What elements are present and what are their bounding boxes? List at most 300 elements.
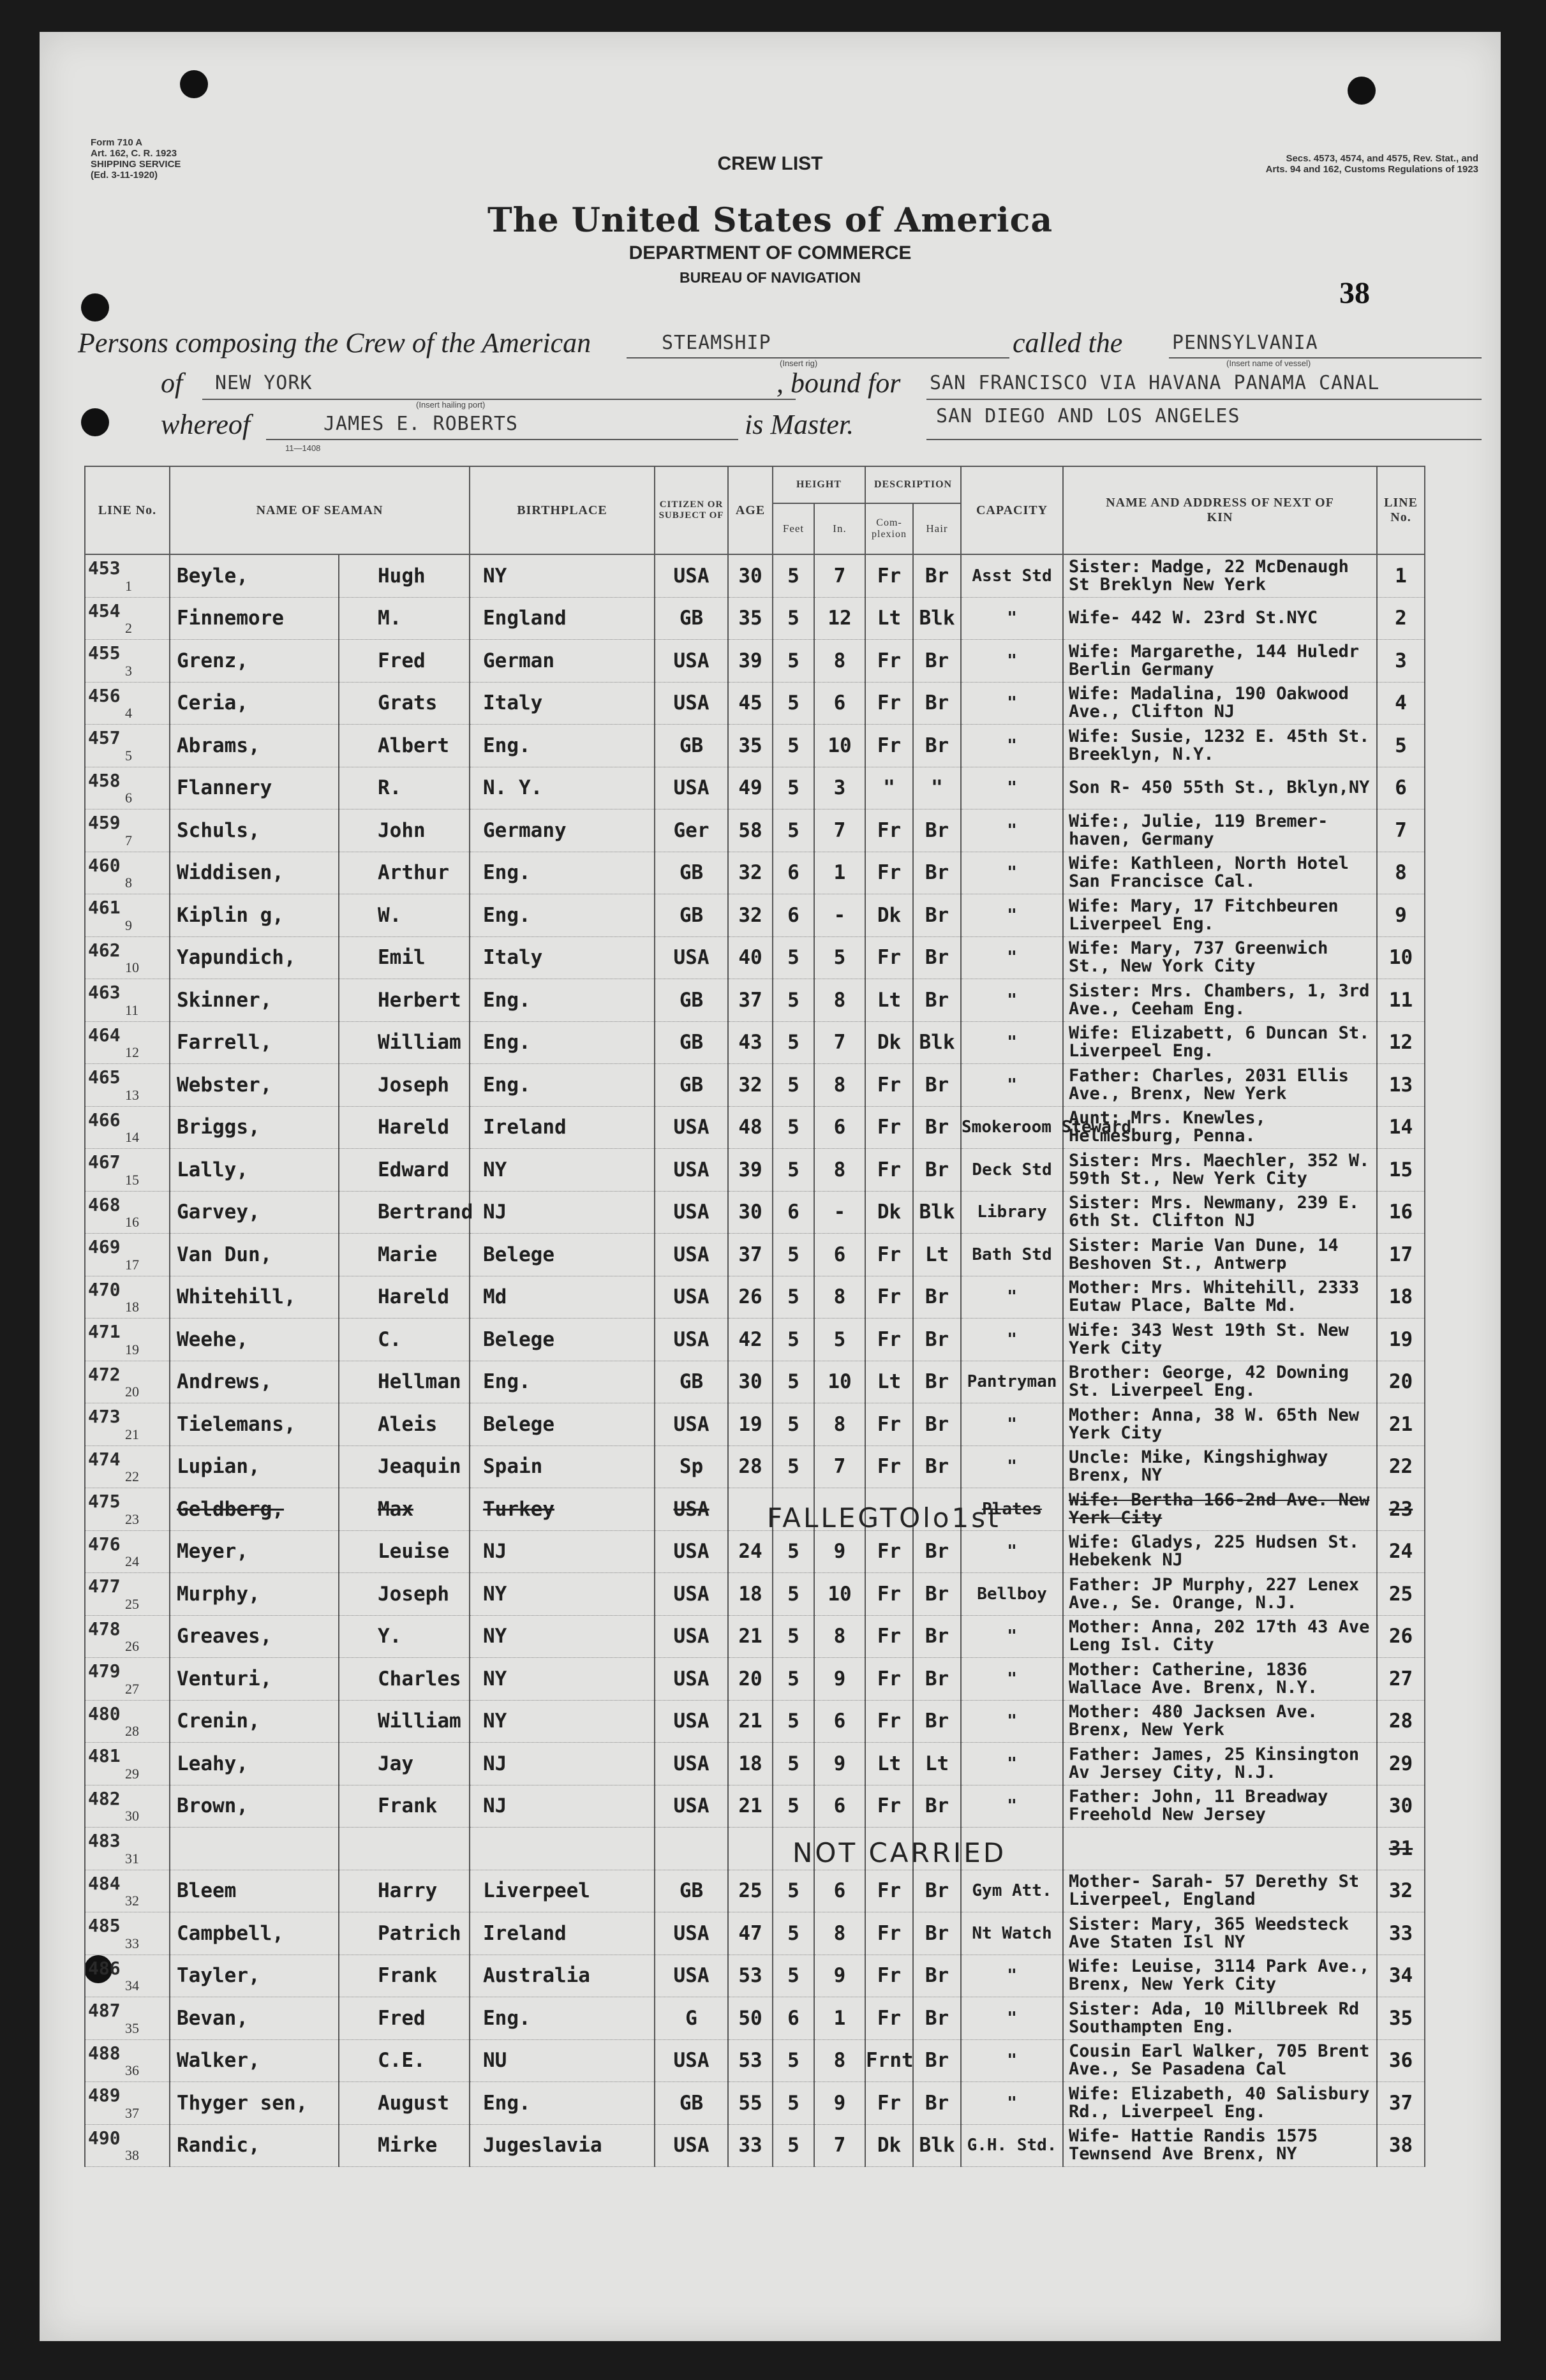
cell-comp: Dk: [865, 1021, 913, 1064]
col-hair: Hair: [913, 503, 961, 554]
cell-ft: 5: [773, 1403, 814, 1446]
master-underline: [266, 439, 738, 440]
table-row: [85, 809, 1425, 852]
cell-kin: Sister: Ada, 10 Millbreek Rd Southampten Eng.: [1063, 1997, 1377, 2040]
line-number-right: 38: [1377, 2124, 1425, 2167]
line-number-right: 24: [1377, 1530, 1425, 1573]
cell-kin: Wife- Hattie Randis 1575 Tewnsend Ave Brenx, NY: [1063, 2124, 1377, 2167]
crew-stamp-number: 469: [88, 1236, 121, 1257]
cell-kin: Sister: Mrs. Maechler, 352 W. 59th St., New Yerk City: [1063, 1149, 1377, 1192]
crew-stamp-number: 457: [88, 727, 121, 748]
cell-citizen: USA: [655, 767, 728, 809]
row-23-annotation: FALLEGTOlo1st: [767, 1502, 1001, 1534]
cell-age: 45: [728, 682, 773, 725]
destination-value-1: SAN FRANCISCO VIA HAVANA PANAMA CANAL: [930, 372, 1380, 394]
line-number: 5: [125, 747, 132, 764]
line-number-cell: [85, 1361, 170, 1403]
cell-kin: Wife: Leuise, 3114 Park Ave., Brenx, New Yerk City: [1063, 1955, 1377, 1997]
cell-birthplace: Australia: [470, 1955, 655, 1997]
line-number: 16: [125, 1214, 139, 1230]
print-code: 11—1408: [285, 443, 321, 453]
cell-given: Frank: [339, 1785, 470, 1828]
crew-stamp-number: 484: [88, 1872, 121, 1894]
line-number-right: 26: [1377, 1615, 1425, 1658]
cell-capacity: ": [961, 936, 1063, 979]
table-row: [85, 979, 1425, 1022]
cell-birthplace: NY: [470, 1573, 655, 1616]
crew-stamp-number: 468: [88, 1194, 121, 1215]
line-number: 12: [125, 1044, 139, 1060]
cell-kin: Mother: Anna, 38 W. 65th New Yerk City: [1063, 1403, 1377, 1446]
cell-surname: [170, 1828, 339, 1870]
cell-ft: 6: [773, 1997, 814, 2040]
line-number-right: 7: [1377, 809, 1425, 852]
cell-citizen: USA: [655, 1785, 728, 1828]
cell-surname: Murphy,: [170, 1573, 339, 1616]
form-service: SHIPPING SERVICE: [91, 159, 181, 170]
cell-comp: Fr: [865, 1615, 913, 1658]
col-inches: In.: [814, 503, 865, 554]
cell-ft: 5: [773, 640, 814, 683]
line-number-cell: [85, 1319, 170, 1361]
cell-comp: Fr: [865, 725, 913, 767]
cell-age: 55: [728, 2082, 773, 2125]
cell-given: Bertrand: [339, 1191, 470, 1234]
line-number: 36: [125, 2062, 139, 2078]
cell-kin: Sister: Mrs. Newmany, 239 E. 6th St. Clifton NJ: [1063, 1191, 1377, 1234]
line-number-cell: [85, 852, 170, 894]
line-number: 35: [125, 2020, 139, 2036]
line-number: 25: [125, 1595, 139, 1612]
cell-birthplace: N. Y.: [470, 767, 655, 809]
vessel-hint: (Insert name of vessel): [1226, 358, 1311, 368]
cell-given: John: [339, 809, 470, 852]
cell-age: 30: [728, 1361, 773, 1403]
line-number-right: 17: [1377, 1234, 1425, 1276]
table-row: [85, 1445, 1425, 1488]
line-number-cell: [85, 597, 170, 640]
cell-surname: Lally,: [170, 1149, 339, 1192]
line-number: 18: [125, 1299, 139, 1315]
crew-stamp-number: 466: [88, 1109, 121, 1130]
cell-capacity: ": [961, 1700, 1063, 1743]
cell-hair: Br: [913, 936, 961, 979]
cell-in: 6: [814, 1870, 865, 1912]
table-row: [85, 767, 1425, 809]
cell-capacity: ": [961, 1743, 1063, 1785]
table-row: [85, 1700, 1425, 1743]
table-row: [85, 1488, 1425, 1531]
cell-age: 24: [728, 1530, 773, 1573]
cell-comp: Fr: [865, 1785, 913, 1828]
cell-given: Arthur: [339, 852, 470, 894]
cell-hair: Br: [913, 1785, 961, 1828]
cell-capacity: ": [961, 725, 1063, 767]
cell-hair: Blk: [913, 597, 961, 640]
table-row: [85, 1743, 1425, 1785]
cell-ft: 5: [773, 1064, 814, 1107]
table-row: [85, 1106, 1425, 1149]
cell-hair: Br: [913, 1870, 961, 1912]
called-label: called the: [1013, 327, 1123, 358]
cell-surname: Tielemans,: [170, 1403, 339, 1446]
line-number: 38: [125, 2147, 139, 2163]
crew-stamp-number: 455: [88, 642, 121, 663]
cell-hair: Lt: [913, 1234, 961, 1276]
cell-capacity: Bellboy: [961, 1573, 1063, 1616]
table-row: [85, 1785, 1425, 1828]
cell-in: 8: [814, 1064, 865, 1107]
cell-birthplace: Eng.: [470, 1997, 655, 2040]
cell-capacity: ": [961, 852, 1063, 894]
cell-age: 39: [728, 640, 773, 683]
col-age: AGE: [728, 466, 773, 554]
cell-age: 58: [728, 809, 773, 852]
line-number-cell: [85, 1743, 170, 1785]
cell-comp: Fr: [865, 2082, 913, 2125]
cell-capacity: Smokeroom Steward: [961, 1106, 1063, 1149]
cell-age: 35: [728, 597, 773, 640]
line-number: 32: [125, 1893, 139, 1909]
cell-surname: Leahy,: [170, 1743, 339, 1785]
cell-kin: Sister: Madge, 22 McDenaugh St Breklyn New Yerk: [1063, 554, 1377, 597]
cell-given: Marie: [339, 1234, 470, 1276]
cell-birthplace: Eng.: [470, 725, 655, 767]
line-number: 27: [125, 1680, 139, 1697]
cell-given: Jeaquin: [339, 1445, 470, 1488]
table-row: [85, 1361, 1425, 1403]
line-number: 14: [125, 1129, 139, 1145]
cell-in: 8: [814, 1615, 865, 1658]
crew-stamp-number: 479: [88, 1660, 121, 1682]
cell-comp: Fr: [865, 640, 913, 683]
cell-kin: Father: James, 25 Kinsington Av Jersey City, N.J.: [1063, 1743, 1377, 1785]
cell-in: 8: [814, 979, 865, 1022]
cell-surname: Finnemore: [170, 597, 339, 640]
port-underline: [202, 399, 796, 400]
line-number-right: 37: [1377, 2082, 1425, 2125]
master-label: is Master.: [745, 409, 854, 440]
cell-birthplace: Ireland: [470, 1106, 655, 1149]
crew-table: [84, 466, 1425, 2167]
cell-hair: Br: [913, 852, 961, 894]
cell-kin: [1063, 1828, 1377, 1870]
cell-in: 5: [814, 936, 865, 979]
cell-capacity: ": [961, 1955, 1063, 1997]
crew-stamp-number: 471: [88, 1321, 121, 1342]
cell-ft: 5: [773, 1361, 814, 1403]
line-number: 23: [125, 1511, 139, 1527]
cell-in: 10: [814, 725, 865, 767]
line-number: 20: [125, 1384, 139, 1400]
line-number-right: 25: [1377, 1573, 1425, 1616]
cell-given: Mirke: [339, 2124, 470, 2167]
cell-birthplace: Eng.: [470, 1064, 655, 1107]
line-number-right: 34: [1377, 1955, 1425, 1997]
crew-stamp-number: 461: [88, 897, 121, 918]
line-number-right: 18: [1377, 1276, 1425, 1319]
cell-citizen: USA: [655, 936, 728, 979]
cell-capacity: ": [961, 1997, 1063, 2040]
cell-age: 49: [728, 767, 773, 809]
cell-kin: Wife: Mary, 737 Greenwich St., New York City: [1063, 936, 1377, 979]
cell-birthplace: Jugeslavia: [470, 2124, 655, 2167]
crew-stamp-number: 454: [88, 600, 121, 621]
cell-birthplace: Belege: [470, 1403, 655, 1446]
cell-capacity: ": [961, 1785, 1063, 1828]
cell-surname: Meyer,: [170, 1530, 339, 1573]
cell-citizen: USA: [655, 1658, 728, 1701]
table-row: [85, 1828, 1425, 1870]
cell-hair: Br: [913, 1615, 961, 1658]
cell-in: 6: [814, 1700, 865, 1743]
cell-citizen: GB: [655, 1064, 728, 1107]
cell-citizen: USA: [655, 1106, 728, 1149]
cell-in: 12: [814, 597, 865, 640]
line-number-cell: [85, 682, 170, 725]
cell-birthplace: NU: [470, 2039, 655, 2082]
cell-in: -: [814, 894, 865, 937]
line-number: 34: [125, 1977, 139, 1993]
cell-given: Jay: [339, 1743, 470, 1785]
cell-in: 1: [814, 852, 865, 894]
line-number-right: 4: [1377, 682, 1425, 725]
line-number-right: 20: [1377, 1361, 1425, 1403]
cell-hair: Blk: [913, 1021, 961, 1064]
cell-age: 43: [728, 1021, 773, 1064]
rig-hint: (Insert rig): [780, 358, 818, 368]
cell-given: Herbert: [339, 979, 470, 1022]
cell-hair: Br: [913, 1997, 961, 2040]
cell-comp: Fr: [865, 1403, 913, 1446]
cell-kin: Father: Charles, 2031 Ellis Ave., Brenx, New Yerk: [1063, 1064, 1377, 1107]
cell-in: 10: [814, 1361, 865, 1403]
cell-given: Fred: [339, 1997, 470, 2040]
cell-given: Joseph: [339, 1064, 470, 1107]
line-number-cell: [85, 979, 170, 1022]
cell-surname: Grenz,: [170, 640, 339, 683]
cell-birthplace: Belege: [470, 1319, 655, 1361]
line-number-right: 21: [1377, 1403, 1425, 1446]
cell-comp: Lt: [865, 597, 913, 640]
cell-comp: Fr: [865, 809, 913, 852]
table-row: [85, 936, 1425, 979]
cell-comp: Fr: [865, 1573, 913, 1616]
cell-capacity: ": [961, 1064, 1063, 1107]
table-row: [85, 1955, 1425, 1997]
crew-stamp-number: 453: [88, 558, 121, 579]
cell-hair: Br: [913, 640, 961, 683]
cell-given: R.: [339, 767, 470, 809]
line-number-cell: [85, 2039, 170, 2082]
cell-kin: Aunt: Mrs. Knewles, Helmesburg, Penna.: [1063, 1106, 1377, 1149]
rig-underline: [627, 357, 1009, 358]
cell-comp: Dk: [865, 1191, 913, 1234]
cell-comp: Fr: [865, 682, 913, 725]
whereof-label: whereof: [161, 409, 251, 440]
cell-citizen: USA: [655, 1403, 728, 1446]
cell-in: 6: [814, 1234, 865, 1276]
cell-capacity: ": [961, 682, 1063, 725]
cell-age: 35: [728, 725, 773, 767]
crew-stamp-number: 470: [88, 1278, 121, 1300]
table-row: [85, 1530, 1425, 1573]
line-number-cell: [85, 1573, 170, 1616]
cell-ft: 5: [773, 682, 814, 725]
line-number: 24: [125, 1553, 139, 1569]
cell-in: 7: [814, 2124, 865, 2167]
table-row: [85, 1191, 1425, 1234]
cell-hair: ": [913, 767, 961, 809]
cell-ft: 5: [773, 1870, 814, 1912]
line-number: 1: [125, 577, 132, 594]
cell-given: Grats: [339, 682, 470, 725]
cell-ft: 5: [773, 597, 814, 640]
cell-birthplace: NY: [470, 1615, 655, 1658]
cell-capacity: Bath Std: [961, 1234, 1063, 1276]
line-number: 15: [125, 1171, 139, 1188]
cell-kin: Mother: Catherine, 1836 Wallace Ave. Brenx, N.Y.: [1063, 1658, 1377, 1701]
cell-age: 50: [728, 1997, 773, 2040]
cell-ft: 5: [773, 1021, 814, 1064]
line-number: 10: [125, 959, 139, 975]
line-number-cell: [85, 725, 170, 767]
cell-ft: 5: [773, 979, 814, 1022]
cell-given: Hareld: [339, 1106, 470, 1149]
cell-surname: Farrell,: [170, 1021, 339, 1064]
cell-citizen: USA: [655, 1530, 728, 1573]
cell-kin: Wife: 343 West 19th St. New Yerk City: [1063, 1319, 1377, 1361]
cell-given: Fred: [339, 640, 470, 683]
cell-ft: 5: [773, 725, 814, 767]
cell-ft: 5: [773, 1658, 814, 1701]
cell-hair: Br: [913, 1149, 961, 1192]
line-number-cell: [85, 1276, 170, 1319]
line-number-cell: [85, 1700, 170, 1743]
line-number-right: 11: [1377, 979, 1425, 1022]
table-row: [85, 597, 1425, 640]
cell-citizen: USA: [655, 1700, 728, 1743]
cell-citizen: Ger: [655, 809, 728, 852]
cell-hair: Br: [913, 1064, 961, 1107]
port-value: NEW YORK: [215, 372, 313, 394]
cell-ft: 5: [773, 1276, 814, 1319]
table-row: [85, 1064, 1425, 1107]
cell-ft: 5: [773, 1700, 814, 1743]
cell-age: 21: [728, 1615, 773, 1658]
line-number-right: 29: [1377, 1743, 1425, 1785]
line-number: 28: [125, 1723, 139, 1739]
cell-capacity: ": [961, 640, 1063, 683]
line-number-cell: [85, 1149, 170, 1192]
cell-comp: Fr: [865, 1530, 913, 1573]
cell-age: 33: [728, 2124, 773, 2167]
cell-capacity: ": [961, 1021, 1063, 1064]
cell-comp: Fr: [865, 1319, 913, 1361]
cell-comp: Dk: [865, 894, 913, 937]
line-number: 3: [125, 662, 132, 679]
cell-kin: Sister: Mrs. Chambers, 1, 3rd Ave., Ceeham Eng.: [1063, 979, 1377, 1022]
cell-age: 18: [728, 1743, 773, 1785]
cell-comp: Frnt: [865, 2039, 913, 2082]
cell-birthplace: Eng.: [470, 979, 655, 1022]
cell-surname: Van Dun,: [170, 1234, 339, 1276]
cell-comp: Fr: [865, 1234, 913, 1276]
line-number-right: 33: [1377, 1912, 1425, 1955]
col-height: HEIGHT: [773, 466, 865, 503]
line-number: 6: [125, 790, 132, 806]
cell-birthplace: NY: [470, 1658, 655, 1701]
cell-birthplace: England: [470, 597, 655, 640]
crew-stamp-number: 486: [88, 1957, 121, 1979]
table-row: [85, 894, 1425, 937]
cell-comp: Fr: [865, 1445, 913, 1488]
line-number: 26: [125, 1638, 139, 1654]
cell-ft: 5: [773, 1445, 814, 1488]
line-number: 4: [125, 705, 132, 721]
cell-birthplace: Eng.: [470, 2082, 655, 2125]
table-row: [85, 640, 1425, 683]
line-number-right: 12: [1377, 1021, 1425, 1064]
crew-stamp-number: 476: [88, 1533, 121, 1555]
cell-birthplace: German: [470, 640, 655, 683]
cell-capacity: ": [961, 1658, 1063, 1701]
cell-age: [728, 1488, 773, 1531]
crew-stamp-number: 481: [88, 1745, 121, 1766]
line-number-cell: [85, 1064, 170, 1107]
cell-kin: Son R- 450 55th St., Bklyn,NY: [1063, 767, 1377, 809]
col-complexion: Com-plexion: [865, 503, 913, 554]
cell-age: 30: [728, 1191, 773, 1234]
cell-ft: 5: [773, 1912, 814, 1955]
line-number: 33: [125, 1935, 139, 1951]
line-number: 29: [125, 1765, 139, 1782]
cell-capacity: ": [961, 979, 1063, 1022]
cell-ft: 5: [773, 936, 814, 979]
cell-surname: Skinner,: [170, 979, 339, 1022]
cell-comp: Fr: [865, 1700, 913, 1743]
cell-birthplace: Eng.: [470, 894, 655, 937]
cell-age: 48: [728, 1106, 773, 1149]
cell-surname: Garvey,: [170, 1191, 339, 1234]
destination-value-2: SAN DIEGO AND LOS ANGELES: [936, 405, 1240, 427]
line-number-right: 9: [1377, 894, 1425, 937]
line-number-cell: [85, 1403, 170, 1446]
cell-citizen: [655, 1828, 728, 1870]
cell-hair: Br: [913, 1700, 961, 1743]
cell-hair: Br: [913, 725, 961, 767]
line-number: 17: [125, 1256, 139, 1273]
cell-given: Joseph: [339, 1573, 470, 1616]
cell-birthplace: [470, 1828, 655, 1870]
table-row: [85, 1912, 1425, 1955]
cell-kin: Father: JP Murphy, 227 Lenex Ave., Se. Orange, N.J.: [1063, 1573, 1377, 1616]
line-number-cell: [85, 2082, 170, 2125]
cell-surname: Tayler,: [170, 1955, 339, 1997]
cell-capacity: Plates: [961, 1488, 1063, 1531]
cell-age: 32: [728, 894, 773, 937]
cell-birthplace: Spain: [470, 1445, 655, 1488]
cell-citizen: GB: [655, 1361, 728, 1403]
crew-stamp-number: 472: [88, 1363, 121, 1385]
cell-age: 39: [728, 1149, 773, 1192]
cell-surname: Greaves,: [170, 1615, 339, 1658]
cell-citizen: G: [655, 1997, 728, 2040]
cell-ft: 5: [773, 1149, 814, 1192]
cell-comp: Fr: [865, 1870, 913, 1912]
cell-comp: Fr: [865, 1276, 913, 1319]
cell-in: 6: [814, 682, 865, 725]
